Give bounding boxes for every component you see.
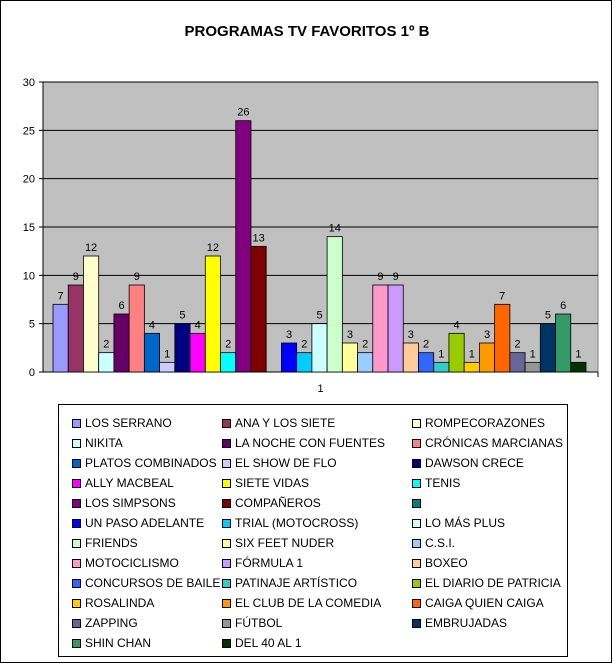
data-label: 3 <box>483 329 491 341</box>
y-tick-label: 15 <box>22 222 35 234</box>
data-label: 1 <box>438 348 445 361</box>
legend-item <box>222 553 303 573</box>
legend-swatch <box>72 559 81 568</box>
bar <box>571 362 586 372</box>
legend-item <box>222 413 335 433</box>
legend-swatch <box>222 639 231 648</box>
data-label: 5 <box>544 309 551 322</box>
legend-label: EL CLUB DE LA COMEDIA <box>235 596 382 610</box>
bar <box>495 304 510 372</box>
y-tick-label: 0 <box>28 367 35 379</box>
bar <box>449 333 464 372</box>
legend-swatch <box>412 439 421 448</box>
legend-swatch <box>222 459 231 468</box>
legend-item <box>412 433 563 453</box>
legend-item <box>72 453 217 473</box>
data-label: 2 <box>362 338 369 351</box>
legend-item <box>222 573 357 593</box>
bar <box>129 285 144 372</box>
data-label: 5 <box>316 309 323 322</box>
bar <box>160 362 175 372</box>
legend-swatch <box>72 439 81 448</box>
data-label: 9 <box>392 271 399 283</box>
data-label: 7 <box>57 290 64 303</box>
bar <box>312 324 327 372</box>
legend-swatch <box>412 599 421 608</box>
bar <box>53 304 68 372</box>
legend-label: MOTOCICLISMO <box>85 556 179 570</box>
bar <box>464 362 479 372</box>
legend-item <box>222 593 381 613</box>
legend-item <box>72 413 172 433</box>
legend-item <box>72 513 204 533</box>
data-label: 1 <box>575 348 582 361</box>
legend-item <box>412 453 524 473</box>
bar <box>510 353 525 372</box>
bar <box>297 353 312 372</box>
data-label: 12 <box>206 242 220 254</box>
legend-item <box>222 493 321 513</box>
legend-item <box>222 473 309 493</box>
legend-label: BOXEO <box>425 556 468 570</box>
legend-label: LOS SIMPSONS <box>85 496 176 510</box>
bar <box>251 246 266 372</box>
legend-item <box>72 473 174 493</box>
bar <box>556 314 571 372</box>
bar <box>221 353 236 372</box>
legend-swatch <box>222 499 231 508</box>
legend-item <box>222 533 334 553</box>
y-tick-label: 5 <box>28 318 35 331</box>
legend-label: LO MÁS PLUS <box>425 516 506 530</box>
bar <box>68 285 83 372</box>
legend-item <box>222 513 358 533</box>
legend <box>58 404 568 657</box>
bar <box>99 353 114 372</box>
legend-item <box>72 433 123 453</box>
legend-item <box>222 433 385 453</box>
legend-swatch <box>412 459 421 468</box>
legend-swatch <box>412 479 421 488</box>
legend-swatch <box>72 479 81 488</box>
legend-label: SHIN CHAN <box>85 636 152 650</box>
legend-swatch <box>72 499 81 508</box>
data-label: 1 <box>529 348 536 361</box>
legend-item <box>72 533 138 553</box>
bar <box>144 333 159 372</box>
legend-swatch <box>72 599 81 608</box>
chart-title: PROGRAMAS TV FAVORITOS 1º B <box>184 23 430 40</box>
legend-item <box>412 473 460 493</box>
legend-swatch <box>412 539 421 548</box>
bar <box>342 343 357 372</box>
data-label: 12 <box>84 242 98 254</box>
legend-label: ROSALINDA <box>85 596 155 610</box>
bar <box>388 285 403 372</box>
data-label: 14 <box>328 222 341 235</box>
data-label: 7 <box>499 290 506 303</box>
legend-label: UN PASO ADELANTE <box>85 516 205 530</box>
bar <box>205 256 220 372</box>
legend-swatch <box>72 539 81 548</box>
legend-item <box>412 493 425 513</box>
legend-label: COMPAÑEROS <box>235 496 321 510</box>
data-label: 9 <box>72 271 79 283</box>
legend-label: ZAPPING <box>85 616 138 630</box>
y-tick-label: 30 <box>22 77 35 89</box>
legend-label: LOS SERRANO <box>85 416 172 430</box>
legend-swatch <box>412 519 421 528</box>
legend-item <box>222 613 282 633</box>
bar <box>434 362 449 372</box>
bar <box>403 343 418 372</box>
legend-item <box>72 493 176 513</box>
legend-label: NIKITA <box>85 436 123 450</box>
bar <box>418 353 433 372</box>
legend-item <box>412 513 505 533</box>
legend-swatch <box>72 619 81 628</box>
legend-swatch <box>222 419 231 428</box>
legend-item <box>412 413 545 433</box>
legend-label: CAIGA QUIEN CAIGA <box>425 596 544 610</box>
legend-label: LA NOCHE CON FUENTES <box>235 436 386 450</box>
data-label: 3 <box>285 329 293 341</box>
legend-swatch <box>412 559 421 568</box>
legend-swatch <box>222 599 231 608</box>
legend-label: ALLY MACBEAL <box>85 476 174 490</box>
legend-swatch <box>72 419 81 428</box>
legend-label: EL SHOW DE FLO <box>235 456 337 470</box>
legend-label: DAWSON CRECE <box>425 456 524 470</box>
bar <box>236 121 251 372</box>
legend-swatch <box>222 619 231 628</box>
bar <box>327 237 342 372</box>
data-label: 3 <box>407 329 414 341</box>
legend-swatch <box>412 619 421 628</box>
legend-label: FRIENDS <box>85 536 138 550</box>
x-tick-label: 1 <box>317 383 324 395</box>
legend-swatch <box>222 559 231 568</box>
data-label: 6 <box>560 300 567 312</box>
data-label: 2 <box>423 338 430 351</box>
data-label: 1 <box>468 348 475 361</box>
data-label: 9 <box>377 271 384 283</box>
legend-item <box>412 533 455 553</box>
bar-chart <box>1 1 612 401</box>
data-label: 2 <box>103 338 110 351</box>
legend-swatch <box>412 579 421 588</box>
legend-label: EMBRUJADAS <box>425 616 508 630</box>
legend-item <box>412 593 544 613</box>
data-label: 1 <box>164 348 171 361</box>
bar <box>358 353 373 372</box>
y-tick-label: 10 <box>22 270 35 283</box>
legend-swatch <box>222 479 231 488</box>
data-label: 6 <box>118 300 125 312</box>
legend-label: CRÓNICAS MARCIANAS <box>425 436 564 450</box>
legend-label: PLATOS COMBINADOS <box>85 456 217 470</box>
data-label: 9 <box>133 271 140 283</box>
bar <box>479 343 494 372</box>
legend-swatch <box>222 519 231 528</box>
bar <box>540 324 555 372</box>
y-tick-label: 20 <box>22 173 35 186</box>
data-label: 2 <box>301 338 308 351</box>
legend-label: ROMPECORAZONES <box>425 416 546 430</box>
bar <box>114 314 129 372</box>
data-label: 2 <box>225 338 232 351</box>
legend-item <box>72 553 179 573</box>
legend-label: CONCURSOS DE BAILE <box>85 576 221 590</box>
bar <box>373 285 388 372</box>
legend-label: C.S.I. <box>425 536 456 550</box>
legend-swatch <box>222 579 231 588</box>
bar <box>83 256 98 372</box>
legend-label: ANA Y LOS SIETE <box>235 416 336 430</box>
legend-swatch <box>72 519 81 528</box>
y-tick-label: 25 <box>22 125 35 138</box>
legend-label: PATINAJE ARTÍSTICO <box>235 576 358 590</box>
legend-item <box>72 593 154 613</box>
legend-label: SIX FEET NUDER <box>235 536 335 550</box>
legend-swatch <box>412 499 421 508</box>
legend-item <box>412 613 507 633</box>
legend-item <box>222 453 337 473</box>
legend-item <box>412 553 468 573</box>
legend-label: EL DIARIO DE PATRICIA <box>425 576 561 590</box>
legend-swatch <box>222 439 231 448</box>
legend-label: DEL 40 AL 1 <box>235 636 302 650</box>
legend-swatch <box>222 539 231 548</box>
legend-label: SIETE VIDAS <box>235 476 310 490</box>
bar <box>175 324 190 372</box>
legend-item <box>72 613 138 633</box>
legend-label: TENIS <box>425 476 461 490</box>
legend-label: FÓRMULA 1 <box>235 556 304 570</box>
legend-swatch <box>72 639 81 648</box>
legend-swatch <box>412 419 421 428</box>
data-label: 4 <box>148 319 156 332</box>
legend-swatch <box>72 579 81 588</box>
bar <box>190 333 205 372</box>
legend-item <box>72 573 220 593</box>
legend-label: TRIAL (MOTOCROSS) <box>235 516 359 530</box>
legend-item <box>412 573 561 593</box>
legend-item <box>222 633 302 653</box>
bar <box>525 362 540 372</box>
legend-label: FÚTBOL <box>235 616 283 630</box>
data-label: 4 <box>194 319 201 332</box>
data-label: 13 <box>252 232 265 245</box>
data-label: 3 <box>346 329 354 341</box>
data-label: 2 <box>514 338 521 351</box>
data-label: 4 <box>453 319 460 332</box>
data-label: 5 <box>179 309 186 322</box>
legend-item <box>72 633 151 653</box>
bar <box>281 343 296 372</box>
data-label: 26 <box>237 106 250 119</box>
legend-swatch <box>72 459 81 468</box>
